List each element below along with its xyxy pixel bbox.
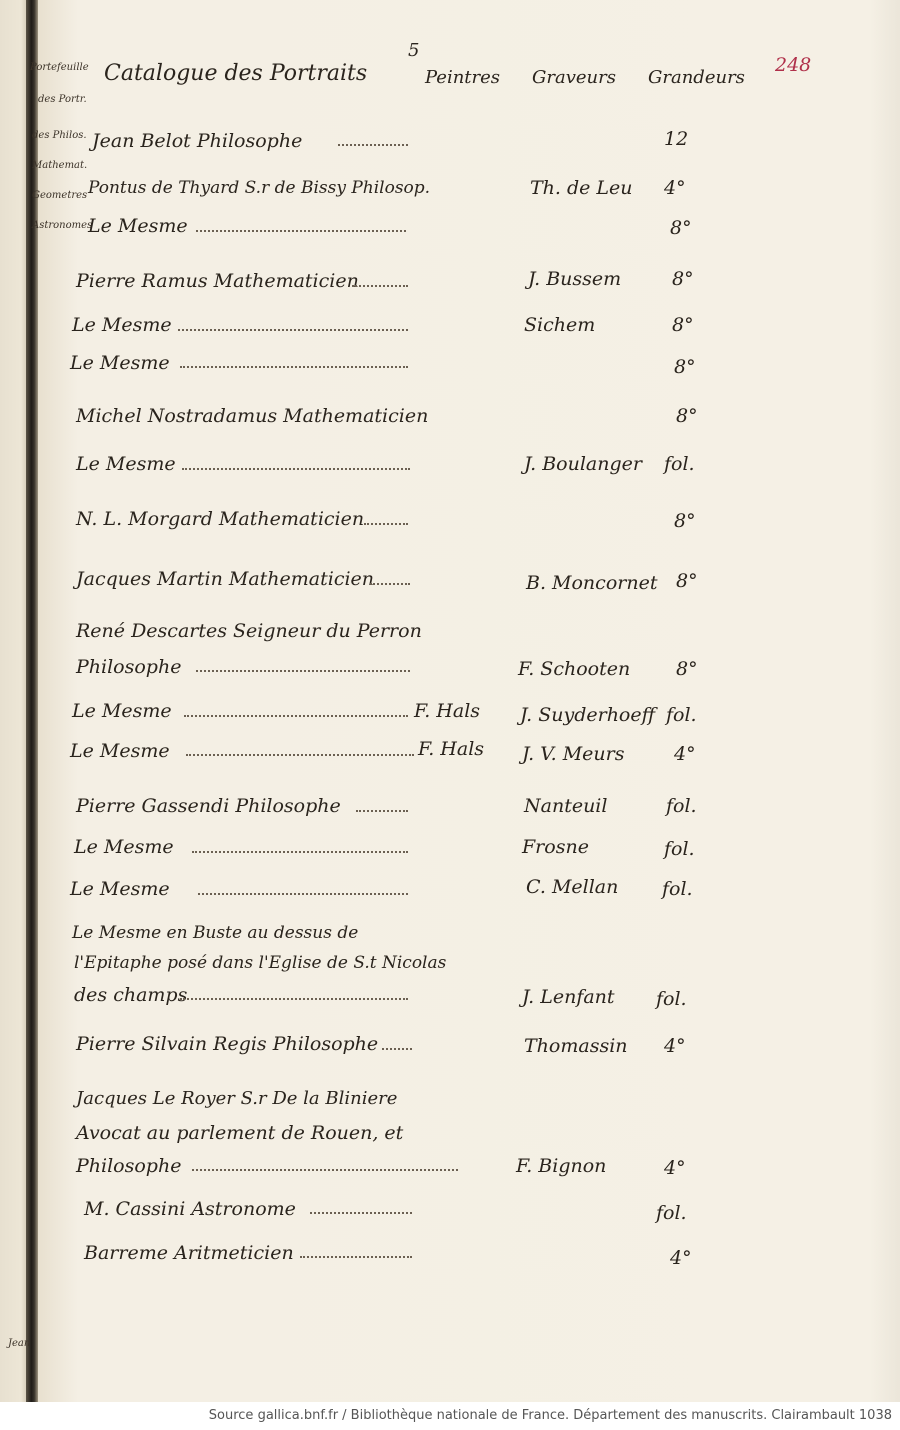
entry-name: M. Cassini Astronome (84, 1198, 296, 1220)
entry-grandeur: fol. (656, 1202, 687, 1224)
entry-grandeur: 12 (664, 128, 689, 150)
entry-grandeur: 8° (676, 570, 698, 592)
entry-graveur: J. Suyderhoeff (520, 704, 656, 726)
entry-graveur: C. Mellan (526, 876, 619, 898)
entry-name: Pierre Gassendi Philosophe (76, 795, 341, 817)
entry-graveur: J. Bussem (528, 268, 622, 290)
entry-name: Barreme Aritmeticien (84, 1242, 294, 1264)
entry-name: Le Mesme (88, 215, 188, 237)
column-header-grandeurs: Grandeurs (648, 67, 745, 88)
entry-name: Pierre Ramus Mathematicien (76, 270, 359, 292)
entry-name: Jacques Martin Mathematicien (76, 568, 375, 590)
entry-name: Le Mesme (72, 700, 172, 722)
entry-graveur: F. Bignon (516, 1155, 607, 1177)
entry-graveur: Sichem (524, 314, 596, 336)
entry-name: Michel Nostradamus Mathematicien (76, 405, 429, 427)
entry-grandeur: fol. (656, 988, 687, 1010)
entry-name: des champs (74, 984, 188, 1006)
entry-grandeur: 4° (664, 1157, 686, 1179)
entry-grandeur: fol. (662, 878, 693, 900)
entry-name: Pierre Silvain Regis Philosophe (76, 1033, 379, 1055)
entry-name: Le Mesme (70, 740, 170, 762)
entry-name: Le Mesme (72, 314, 172, 336)
column-header-graveurs: Graveurs (532, 67, 616, 88)
entry-grandeur: 8° (672, 268, 694, 290)
entry-peintre: F. Hals (418, 738, 485, 760)
entry-grandeur: fol. (666, 704, 697, 726)
entry-grandeur: fol. (664, 838, 695, 860)
margin-note: Geometres (32, 190, 88, 201)
entry-graveur: F. Schooten (518, 658, 631, 680)
entry-grandeur: 4° (664, 177, 686, 199)
book-gutter (26, 0, 38, 1402)
entry-graveur: Th. de Leu (530, 177, 633, 199)
entry-name: Le Mesme en Buste au dessus de (72, 923, 359, 943)
entry-graveur: J. Lenfant (522, 986, 615, 1008)
folio-number: 248 (775, 54, 812, 76)
entry-name: Jacques Le Royer S.r De la Bliniere (76, 1088, 398, 1109)
margin-note: des Portr. (38, 94, 87, 105)
entry-grandeur: 4° (670, 1247, 692, 1269)
entry-grandeur: 8° (674, 510, 696, 532)
entry-name: Le Mesme (76, 453, 176, 475)
entry-name: Philosophe (76, 656, 182, 678)
margin-note: des Philos. (32, 130, 87, 141)
entry-graveur: J. V. Meurs (522, 743, 625, 765)
page-mark: 5 (408, 40, 420, 61)
entry-name: Pontus de Thyard S.r de Bissy Philosop. (88, 178, 431, 198)
entry-grandeur: 8° (676, 658, 698, 680)
entry-name: Jean Belot Philosophe (92, 130, 303, 152)
entry-grandeur: 8° (672, 314, 694, 336)
entry-grandeur: 8° (670, 217, 692, 239)
entry-name: N. L. Morgard Mathematicien (76, 508, 365, 530)
margin-note: Portefeuille (30, 62, 89, 73)
entry-name: l'Epitaphe posé dans l'Eglise de S.t Nicolas (74, 953, 447, 973)
entry-name: Le Mesme (70, 878, 170, 900)
entry-grandeur: fol. (664, 453, 695, 475)
entry-graveur: J. Boulanger (524, 453, 642, 475)
entry-name: René Descartes Seigneur du Perron (76, 620, 422, 642)
entry-name: Avocat au parlement de Rouen, et (76, 1122, 404, 1144)
entry-name: Philosophe (76, 1155, 182, 1177)
entry-graveur: Thomassin (524, 1035, 628, 1057)
catalogue-title: Catalogue des Portraits (104, 61, 368, 86)
margin-note: Jean (8, 1338, 31, 1349)
margin-note: Mathemat. (32, 160, 88, 171)
column-header-peintres: Peintres (425, 67, 501, 88)
source-footer: Source gallica.bnf.fr / Bibliothèque nationale de France. Département des manuscrits. Clairambault 1038 (0, 1402, 900, 1430)
entry-name: Le Mesme (70, 352, 170, 374)
entry-graveur: Nanteuil (524, 795, 608, 817)
entry-graveur: Frosne (522, 836, 589, 858)
entry-graveur: B. Moncornet (526, 572, 658, 594)
entry-peintre: F. Hals (414, 700, 481, 722)
entry-grandeur: 4° (674, 743, 696, 765)
entry-name: Le Mesme (74, 836, 174, 858)
entry-grandeur: fol. (666, 795, 697, 817)
entry-grandeur: 8° (674, 356, 696, 378)
entry-grandeur: 8° (676, 405, 698, 427)
margin-note: Astronomes (32, 220, 93, 231)
entry-grandeur: 4° (664, 1035, 686, 1057)
